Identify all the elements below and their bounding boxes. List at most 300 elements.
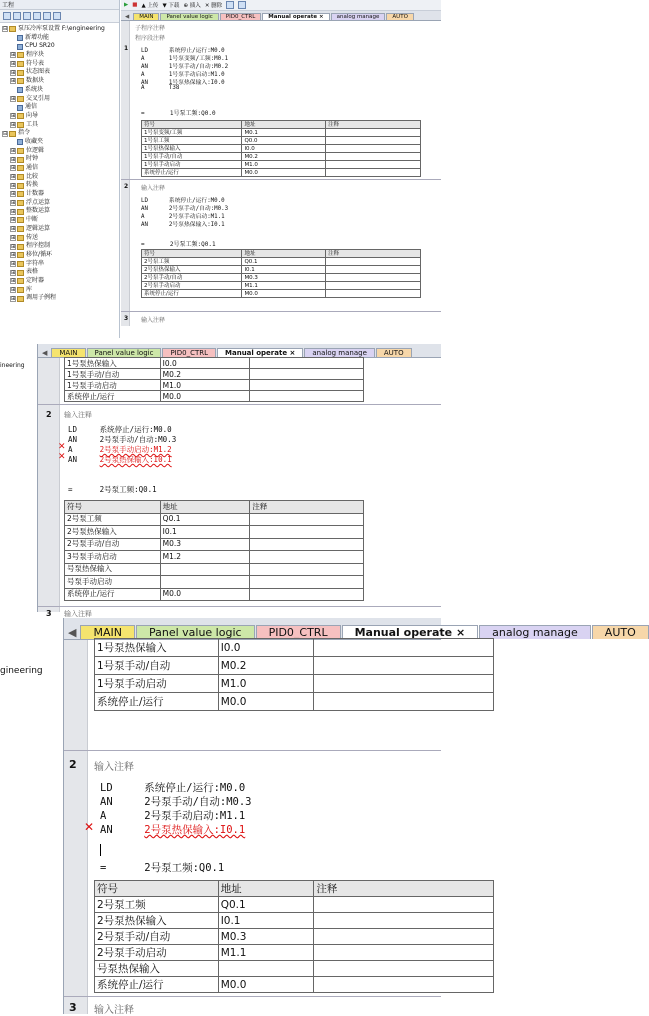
- save-icon[interactable]: [23, 12, 31, 20]
- tree-item[interactable]: [2, 77, 119, 86]
- table-cell[interactable]: 地址: [242, 121, 326, 129]
- stl-line: A 1号泵变频/工频:M0.1: [141, 56, 229, 62]
- table-cell[interactable]: 系统停止/运行: [95, 693, 219, 711]
- table-cell[interactable]: [326, 274, 421, 282]
- table-cell[interactable]: [250, 576, 364, 589]
- expand-icon[interactable]: ⊞: [11, 226, 16, 233]
- table-cell[interactable]: 2号泵热保输入: [142, 266, 242, 274]
- project-tree-pane: [0, 0, 120, 338]
- tab-close-icon[interactable]: ×: [452, 626, 466, 639]
- table-cell[interactable]: 2号泵手动/自动: [65, 538, 161, 551]
- table-cell[interactable]: M1.0: [242, 161, 326, 169]
- table-cell[interactable]: 2号泵手动启动: [95, 945, 219, 961]
- tab-auto[interactable]: AUTO: [386, 13, 413, 20]
- table-cell[interactable]: [314, 945, 494, 961]
- tree-item[interactable]: [2, 216, 119, 225]
- stl-editor[interactable]: [38, 358, 441, 618]
- folder-icon: [17, 209, 24, 215]
- tree-item-label: 整数运算: [26, 207, 51, 215]
- table-cell[interactable]: 2号泵工频: [142, 258, 242, 266]
- table-cell[interactable]: [250, 538, 364, 551]
- stl-line: LD 系统停止/运行:M0.0: [141, 198, 225, 204]
- table-cell[interactable]: [314, 961, 494, 977]
- expand-icon[interactable]: ⊟: [3, 26, 8, 33]
- tree-item-label: 时钟: [26, 155, 39, 163]
- table-cell[interactable]: [250, 391, 364, 402]
- network1-symbol-table: [141, 120, 421, 177]
- error-x-icon: ✕: [84, 820, 95, 834]
- table-cell[interactable]: [314, 657, 494, 675]
- editor-area: [121, 0, 441, 338]
- tab-pid0-ctrl[interactable]: PID0_CTRL: [256, 625, 341, 639]
- table-cell[interactable]: M0.3: [160, 538, 250, 551]
- tab-pid0-ctrl[interactable]: PID0_CTRL: [220, 13, 262, 20]
- table-row: [142, 161, 421, 169]
- tree-item-label: 调用子例程: [26, 294, 57, 302]
- overview-panel: [0, 0, 441, 338]
- tree-item[interactable]: [2, 286, 119, 295]
- project-pane-edge: [0, 618, 64, 1014]
- tree-item-label: 比较: [26, 172, 39, 180]
- table-cell[interactable]: M0.0: [160, 391, 250, 402]
- expand-icon[interactable]: ⊞: [11, 174, 16, 181]
- table-cell[interactable]: M0.2: [160, 369, 250, 380]
- tab-analog-manage[interactable]: analog manage: [331, 13, 386, 20]
- properties-icon[interactable]: [43, 12, 51, 20]
- expand-icon[interactable]: ⊞: [11, 252, 16, 259]
- table-cell[interactable]: 地址: [218, 881, 314, 897]
- network2-output: = 2号泵工频:Q0.1: [141, 241, 216, 248]
- table-row: [65, 513, 364, 526]
- tab-main[interactable]: MAIN: [80, 625, 135, 639]
- network2-comment[interactable]: 输入注释: [141, 185, 166, 192]
- table-cell[interactable]: 系统停止/运行: [95, 977, 219, 993]
- run-icon[interactable]: ▶: [124, 2, 129, 8]
- expand-icon[interactable]: ⊞: [11, 113, 16, 120]
- program-comment[interactable]: 子程序注释: [135, 25, 166, 32]
- pou-tab-bar: [121, 11, 441, 21]
- tree-item[interactable]: [2, 294, 119, 303]
- network3-comment[interactable]: 输入注释: [141, 317, 166, 324]
- table-cell[interactable]: [314, 977, 494, 993]
- table-cell[interactable]: I0.1: [160, 526, 250, 539]
- folder-icon: [17, 174, 24, 180]
- expand-icon[interactable]: ⊞: [11, 278, 16, 285]
- table-cell[interactable]: M1.1: [242, 282, 326, 290]
- stl-line-2: AN 2号泵手动/自动:M0.3: [100, 796, 252, 808]
- tree-item[interactable]: [2, 277, 119, 286]
- expand-icon[interactable]: ⊞: [11, 286, 16, 293]
- table-cell[interactable]: [326, 129, 421, 137]
- item-icon: [17, 35, 23, 41]
- table-cell[interactable]: M0.0: [218, 693, 314, 711]
- tree-item[interactable]: [2, 190, 119, 199]
- table-row: [95, 657, 494, 675]
- table-cell[interactable]: 地址: [160, 501, 250, 514]
- table-cell[interactable]: 2号泵手动/自动: [142, 274, 242, 282]
- tree-item[interactable]: [2, 68, 119, 77]
- tree-item[interactable]: [2, 251, 119, 260]
- tree-item[interactable]: [2, 199, 119, 208]
- compile-icon[interactable]: [238, 1, 246, 9]
- table-cell[interactable]: 系统停止/运行: [142, 169, 242, 177]
- table-cell[interactable]: I0.0: [218, 639, 314, 657]
- table-cell[interactable]: I0.1: [218, 913, 314, 929]
- tree-item[interactable]: [2, 60, 119, 69]
- table-cell[interactable]: 3号泵手动启动: [65, 551, 161, 564]
- table-cell[interactable]: 符号: [95, 881, 219, 897]
- table-cell[interactable]: 1号泵手动启动: [142, 161, 242, 169]
- upload-button[interactable]: ▲ 上传: [141, 3, 159, 9]
- tree-item-label: 程序块: [26, 51, 45, 59]
- table-cell[interactable]: 注释: [314, 881, 494, 897]
- tree-item[interactable]: [2, 112, 119, 121]
- table-cell[interactable]: 1号泵手动/自动: [95, 657, 219, 675]
- item-icon: [17, 139, 23, 145]
- table-cell[interactable]: 1号泵手动启动: [95, 675, 219, 693]
- folder-icon: [17, 165, 24, 171]
- tree-item-label: 中断: [26, 216, 39, 224]
- table-cell[interactable]: [314, 639, 494, 657]
- table-cell[interactable]: 号泵手动启动: [65, 576, 161, 589]
- network1-output: = 1号泵工频:Q0.0: [141, 110, 216, 117]
- expand-icon[interactable]: ⊞: [11, 208, 16, 215]
- project-pane-title: 工程: [0, 0, 119, 10]
- table-cell[interactable]: [326, 258, 421, 266]
- table-cell[interactable]: [314, 693, 494, 711]
- table-cell[interactable]: 1号泵热保输入: [95, 639, 219, 657]
- view-icon[interactable]: [53, 12, 61, 20]
- table-cell[interactable]: 注释: [326, 121, 421, 129]
- tree-item[interactable]: [2, 268, 119, 277]
- insert-label: 插入: [189, 3, 201, 9]
- stl-editor[interactable]: [64, 640, 441, 1014]
- table-cell[interactable]: M1.1: [218, 945, 314, 961]
- table-cell[interactable]: [160, 576, 250, 589]
- tree-item[interactable]: [2, 164, 119, 173]
- table-cell[interactable]: [326, 266, 421, 274]
- table-cell[interactable]: [250, 526, 364, 539]
- stl-op: AN: [100, 824, 145, 836]
- table-cell[interactable]: 2号泵工频: [65, 513, 161, 526]
- table-cell[interactable]: [218, 961, 314, 977]
- download-button[interactable]: ▼ 下载: [162, 3, 180, 9]
- tree-item[interactable]: [2, 207, 119, 216]
- network-number: 2: [124, 183, 129, 190]
- expand-icon[interactable]: ⊞: [11, 295, 16, 302]
- table-cell[interactable]: [326, 153, 421, 161]
- tab-main[interactable]: MAIN: [51, 348, 85, 357]
- table-cell[interactable]: 2号泵工频: [95, 897, 219, 913]
- table-cell[interactable]: 符号: [65, 501, 161, 514]
- table-cell[interactable]: M0.0: [160, 588, 250, 601]
- network-number: 3: [46, 609, 52, 618]
- network3-comment[interactable]: 输入注释: [94, 1005, 134, 1016]
- folder-icon: [9, 26, 16, 32]
- tree-item[interactable]: [2, 129, 119, 138]
- toggle-icon[interactable]: [226, 1, 234, 9]
- table-cell[interactable]: 1号泵手动/自动: [65, 369, 161, 380]
- table-cell[interactable]: M0.3: [218, 929, 314, 945]
- folder-icon: [17, 52, 24, 58]
- expand-icon[interactable]: ⊞: [11, 156, 16, 163]
- expand-icon[interactable]: ⊞: [11, 147, 16, 154]
- tree-item[interactable]: [2, 86, 119, 95]
- expand-icon[interactable]: ⊞: [11, 234, 16, 241]
- table-cell[interactable]: 2号泵热保输入: [65, 526, 161, 539]
- stop-icon[interactable]: ■: [132, 2, 138, 8]
- table-cell[interactable]: 系统停止/运行: [65, 391, 161, 402]
- tab-auto[interactable]: AUTO: [376, 348, 412, 357]
- folder-icon: [17, 261, 24, 267]
- network3-comment[interactable]: 输入注释: [64, 610, 92, 618]
- table-header-row: [142, 121, 421, 129]
- folder-icon: [17, 278, 24, 284]
- download-label: 下载: [168, 3, 180, 9]
- table-cell[interactable]: 1号泵工频: [142, 137, 242, 145]
- table-cell[interactable]: [326, 282, 421, 290]
- folder-icon: [17, 270, 24, 276]
- expand-icon[interactable]: ⊞: [11, 269, 16, 276]
- tree-item-label: 程序控制: [26, 242, 51, 250]
- expand-icon[interactable]: ⊞: [11, 260, 16, 267]
- tree-item[interactable]: [2, 25, 119, 34]
- table-cell[interactable]: 2号泵热保输入: [95, 913, 219, 929]
- tree-item[interactable]: [2, 225, 119, 234]
- table-cell[interactable]: [314, 929, 494, 945]
- tree-item-label: 位逻辑: [26, 146, 45, 154]
- network-number: 3: [69, 1001, 77, 1014]
- tab-manual-operate[interactable]: Manual operate ×: [342, 625, 479, 639]
- tab-close-icon[interactable]: ×: [287, 349, 296, 357]
- tree-item[interactable]: [2, 121, 119, 130]
- tree-item-label: 计数器: [26, 190, 45, 198]
- table-cell[interactable]: 注释: [250, 501, 364, 514]
- tab-panel-value-logic[interactable]: Panel value logic: [136, 625, 255, 639]
- tab-analog-manage[interactable]: analog manage: [304, 348, 375, 357]
- stl-line-1: LD 系统停止/运行:M0.0: [100, 782, 246, 794]
- table-cell[interactable]: 系统停止/运行: [142, 290, 242, 298]
- folder-icon: [17, 96, 24, 102]
- tab-pid0-ctrl[interactable]: PID0_CTRL: [162, 348, 216, 357]
- folder-icon: [17, 148, 24, 154]
- table-row: [65, 380, 364, 391]
- network1-symbol-table-tail: [64, 357, 364, 402]
- table-cell[interactable]: M0.2: [218, 657, 314, 675]
- table-cell[interactable]: [250, 588, 364, 601]
- table-row: [142, 258, 421, 266]
- table-cell[interactable]: 2号泵手动/自动: [95, 929, 219, 945]
- network-comment[interactable]: 程序段注释: [135, 35, 166, 42]
- table-row: [142, 266, 421, 274]
- table-cell[interactable]: I0.1: [242, 266, 326, 274]
- stl-line: AN 1号泵手动/自动:M0.2: [141, 64, 229, 70]
- table-cell[interactable]: [250, 380, 364, 391]
- table-cell[interactable]: 符号: [142, 250, 242, 258]
- tree-item[interactable]: [2, 51, 119, 60]
- stl-editor[interactable]: [121, 21, 441, 326]
- network2-comment[interactable]: 输入注释: [94, 762, 134, 773]
- expand-icon[interactable]: ⊞: [11, 165, 16, 172]
- tree-item[interactable]: [2, 155, 119, 164]
- table-cell[interactable]: [250, 513, 364, 526]
- folder-icon: [17, 244, 24, 250]
- table-cell[interactable]: 符号: [142, 121, 242, 129]
- delete-button[interactable]: ✕ 删除: [204, 3, 223, 9]
- expand-icon[interactable]: ⊞: [11, 61, 16, 68]
- table-cell[interactable]: [326, 161, 421, 169]
- table-row: [65, 551, 364, 564]
- expand-icon[interactable]: ⊞: [11, 217, 16, 224]
- tree-item[interactable]: [2, 181, 119, 190]
- tab-manual-operate[interactable]: Manual operate ×: [217, 348, 303, 357]
- tree-item[interactable]: [2, 103, 119, 112]
- tree-item[interactable]: [2, 42, 119, 51]
- table-cell[interactable]: Q0.1: [160, 513, 250, 526]
- tree-item[interactable]: [2, 138, 119, 147]
- table-cell[interactable]: 1号泵手动/自动: [142, 153, 242, 161]
- expand-icon[interactable]: ⊞: [11, 69, 16, 76]
- expand-icon[interactable]: ⊞: [11, 52, 16, 59]
- table-row: [95, 675, 494, 693]
- folder-icon: [17, 252, 24, 258]
- tab-analog-manage[interactable]: analog manage: [479, 625, 591, 639]
- table-cell[interactable]: M0.1: [242, 129, 326, 137]
- tab-panel-value-logic[interactable]: Panel value logic: [87, 348, 162, 357]
- table-cell[interactable]: 1号泵变频/工频: [142, 129, 242, 137]
- table-cell[interactable]: [314, 897, 494, 913]
- table-header-row: [142, 250, 421, 258]
- folder-icon: [17, 183, 24, 189]
- folder-icon: [17, 122, 24, 128]
- table-cell[interactable]: 号泵热保输入: [65, 563, 161, 576]
- stl-line: AN 2号泵手动/自动:M0.3: [141, 206, 229, 212]
- table-cell[interactable]: 系统停止/运行: [65, 588, 161, 601]
- table-cell[interactable]: 注释: [326, 250, 421, 258]
- table-cell[interactable]: [250, 358, 364, 369]
- tree-item-label: 指令: [18, 129, 31, 137]
- table-header-row: [95, 881, 494, 897]
- table-cell[interactable]: Q0.1: [218, 897, 314, 913]
- table-cell[interactable]: M1.0: [218, 675, 314, 693]
- network2-symbol-table: [94, 880, 494, 993]
- table-cell[interactable]: 2号泵手动启动: [142, 282, 242, 290]
- insert-button[interactable]: ⊕ 插入: [183, 3, 201, 9]
- item-icon: [17, 87, 23, 93]
- table-cell[interactable]: M0.0: [218, 977, 314, 993]
- new-icon[interactable]: [3, 12, 11, 20]
- table-row: [95, 945, 494, 961]
- zoom-panel-2: [0, 618, 636, 1016]
- table-cell[interactable]: [314, 913, 494, 929]
- tree-item[interactable]: [2, 147, 119, 156]
- table-cell[interactable]: Q0.0: [242, 137, 326, 145]
- table-cell[interactable]: [160, 563, 250, 576]
- table-cell[interactable]: 地址: [242, 250, 326, 258]
- tab-manual-operate[interactable]: Manual operate ×: [262, 13, 329, 20]
- tab-scroll-left-icon[interactable]: ◀: [125, 14, 130, 20]
- tree-item-label: 传送: [26, 233, 39, 241]
- tree-item[interactable]: [2, 173, 119, 182]
- tree-item-label: CPU SR20: [25, 42, 55, 50]
- expand-icon[interactable]: ⊞: [11, 95, 16, 102]
- table-cell[interactable]: M0.2: [242, 153, 326, 161]
- table-cell[interactable]: [314, 675, 494, 693]
- expand-icon[interactable]: ⊞: [11, 121, 16, 128]
- open-icon[interactable]: [13, 12, 21, 20]
- tree-item[interactable]: [2, 242, 119, 251]
- tab-panel-value-logic[interactable]: Panel value logic: [160, 13, 218, 20]
- table-cell[interactable]: M1.0: [160, 380, 250, 391]
- tree-item[interactable]: [2, 95, 119, 104]
- expand-icon[interactable]: ⊞: [11, 243, 16, 250]
- expand-icon[interactable]: ⊟: [3, 130, 8, 137]
- tree-item-label: 工具: [26, 120, 39, 128]
- expand-icon[interactable]: ⊞: [11, 191, 16, 198]
- folder-icon: [17, 70, 24, 76]
- table-cell[interactable]: I0.0: [160, 358, 250, 369]
- tree-item-label: 系统块: [25, 85, 44, 93]
- print-icon[interactable]: [33, 12, 41, 20]
- tree-item[interactable]: [2, 234, 119, 243]
- table-cell[interactable]: Q0.1: [242, 258, 326, 266]
- stl-op: A: [68, 445, 100, 454]
- tab-scroll-left-icon[interactable]: ◀: [42, 349, 48, 357]
- table-cell[interactable]: 号泵热保输入: [95, 961, 219, 977]
- table-cell[interactable]: [326, 145, 421, 153]
- table-cell[interactable]: M1.2: [160, 551, 250, 564]
- tree-item-label: 符号表: [26, 59, 45, 67]
- folder-icon: [17, 61, 24, 67]
- tab-scroll-left-icon[interactable]: ◀: [68, 626, 77, 639]
- tree-item-label: 泵压冷库泵设置 F:\engineering: [18, 25, 105, 32]
- expand-icon[interactable]: ⊞: [11, 182, 16, 189]
- table-cell[interactable]: 1号泵热保输入: [65, 358, 161, 369]
- table-cell[interactable]: M0.0: [242, 290, 326, 298]
- tree-item[interactable]: [2, 34, 119, 43]
- network2-comment[interactable]: 输入注释: [64, 411, 92, 419]
- table-cell[interactable]: [326, 290, 421, 298]
- expand-icon[interactable]: ⊞: [11, 200, 16, 207]
- table-cell[interactable]: M0.3: [242, 274, 326, 282]
- table-cell[interactable]: I0.0: [242, 145, 326, 153]
- tab-close-icon[interactable]: ×: [317, 14, 324, 20]
- table-cell[interactable]: [250, 369, 364, 380]
- table-cell[interactable]: [326, 169, 421, 177]
- table-cell[interactable]: [326, 137, 421, 145]
- table-cell[interactable]: 1号泵热保输入: [142, 145, 242, 153]
- tab-auto[interactable]: AUTO: [592, 625, 649, 639]
- table-cell[interactable]: 1号泵手动启动: [65, 380, 161, 391]
- table-cell[interactable]: [250, 551, 364, 564]
- tree-item-label: 向导: [26, 111, 39, 119]
- folder-icon: [17, 226, 24, 232]
- folder-icon: [9, 131, 16, 137]
- expand-icon[interactable]: ⊞: [11, 78, 16, 85]
- tree-item[interactable]: [2, 260, 119, 269]
- stl-line-1: LD 系统停止/运行:M0.0: [68, 425, 172, 434]
- editor-toolbar: [121, 0, 441, 11]
- table-row: [65, 538, 364, 551]
- table-cell[interactable]: [250, 563, 364, 576]
- table-row: [65, 588, 364, 601]
- table-cell[interactable]: M0.0: [242, 169, 326, 177]
- table-row: [95, 693, 494, 711]
- tab-main[interactable]: MAIN: [133, 13, 159, 20]
- folder-icon: [17, 191, 24, 197]
- tree-item-label: 逻辑运算: [26, 224, 51, 232]
- stl-line-4: [100, 822, 245, 837]
